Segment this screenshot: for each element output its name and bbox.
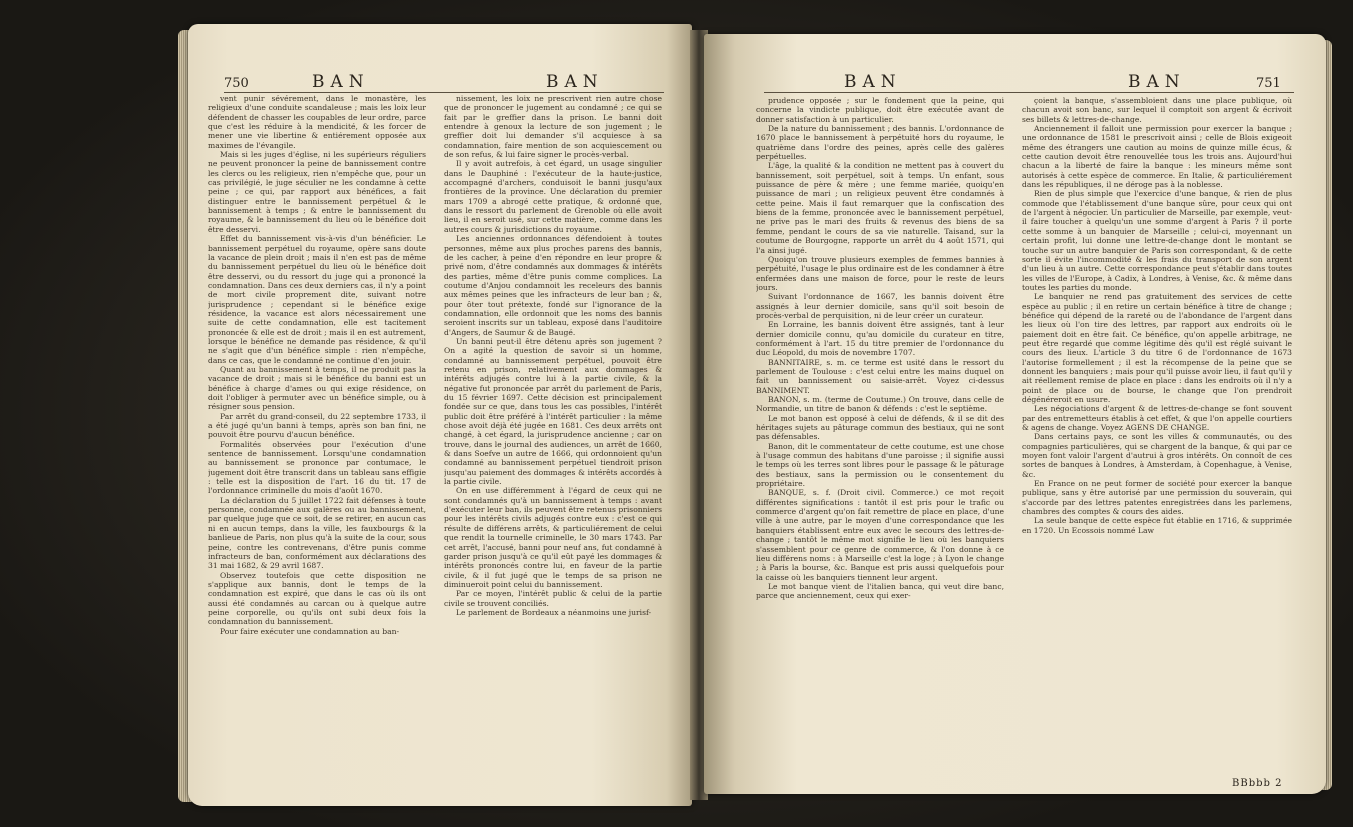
paragraph: nissement, les loix ne prescrivent rien autre chose que de prononcer le jugement au condamné ; ce qui se fait par le greffier dans la prison. Le banni doit entendre à genoux la lecture de son jugement ; le greffier doit lui demander s'il acquiesce à sa condamnation, faire mention de son acquiescement ou de son refus, & lui faire signer le procès-verbal.	[444, 94, 662, 160]
paragraph: Le parlement de Bordeaux a néanmoins une jurisf-	[456, 607, 652, 617]
paragraph: En France on ne peut former de société pour exercer la banque publique, sans y être autorisé par une permission du souverain, qui s'accorde par des lettres patentes enregistrées dans les parlemens, chambres des comptes & cours des aides.	[1022, 479, 1292, 517]
paragraph: Rien de plus simple que l'exercice d'une banque, & rien de plus commode que l'établissement d'une banque sûre, pour ceux qui ont de l'argent à négocier. Un particulier de Marseille, par exemple, veut-il faire toucher à quelqu'un une somme d'argent à Paris ? il porte cette somme à un banquier de Marseille ; celui-ci, moyennant un certain profit, lui donne une lettre-de-change dont le montant se touche sur un autre banquier de Paris son correspondant, & de cette sorte il évite l'incommodité & les frais du transport de son argent d'un lieu à un autre. Cette correspondance peut s'établir dans toutes les villes de l'Europe, à Cadix, à Londres, à Venise, &c. & même dans toutes les parties du monde.	[1022, 189, 1292, 292]
paragraph: Un banni peut-il être détenu après son jugement ? On a agité la question de savoir si un homme, condamné au bannissement perpétuel, pouvoit être retenu en prison, relativement aux dommages & intérêts adjugés contre lui à la partie civile, & la négative fut prononcée par arrêt du parlement de Paris, du 15 février 1697. Cette décision est principalement fondée sur ce que, dans tous les cas possibles, l'intérêt public doit être préféré à l'intérêt particulier : la même chose avoit déjà été jugée en 1681. Ces deux arrêts ont changé, à cet égard, la jurisprudence ancienne ; car on trouve, dans le journal des audiences, un arrêt de 1660, & dans Soefve un autre de 1666, qui ordonnoient qu'un condamné au bannissement perpétuel tiendroit prison jusqu'au paiement des dommages & intérêts accordés à la partie civile.	[444, 336, 662, 487]
left-page-number: 750	[224, 76, 249, 91]
left-page-column-2	[444, 94, 662, 794]
right-page-column-2	[1022, 96, 1292, 776]
paragraph: vent punir sévérement, dans le monastère, les religieux d'une conduite scandaleuse ; mais les loix leur défendent de chasser les coupables de leur ordre, parce que c'est les réduire à la mendicité, & les forcer de mener une vie libertine & entiérement opposée aux maximes de l'évangile.	[208, 94, 426, 150]
paragraph: Anciennement il falloit une permission pour exercer la banque ; une ordonnance de 1581 le prescrivoit ainsi ; celle de Blois exigeoit même des étrangers une caution au moins de quinze mille écus, & cette caution devoit être renouvellée tous les trois ans. Aujourd'hui chacun a la liberté de faire la banque : les mineurs même sont autorisés à cette espèce de commerce. En Italie, & particuliérement dans les républiques, il ne déroge pas à la noblesse.	[1022, 124, 1292, 190]
paragraph: çoient la banque, s'assembloient dans une place publique, où chacun avoit son banc, sur lequel il comptoit son argent & écrivoit ses billets & lettres-de-change.	[1022, 96, 1292, 124]
paragraph: BANNITAIRE, s. m. ce terme est usité dans le ressort du parlement de Toulouse : c'est celui entre les mains duquel on fait un bannissement ou saisie-arrêt. Voyez ci-dessus BANNIMENT.	[756, 357, 1004, 395]
paragraph: Les négociations d'argent & de lettres-de-change se font souvent par des entremetteurs établis à cet effet, & que l'on appelle courtiers & agens de change. Voyez AGENS DE CHANGE.	[1022, 404, 1292, 433]
paragraph: Banon, dit le commentateur de cette coutume, est une chose à l'usage commun des habitans d'une paroisse ; il signifie aussi le temps où les terres sont libres pour le passage & le pâturage des bestiaux, sans la permission ou le consentement du propriétaire.	[756, 441, 1004, 489]
right-page-number: 751	[1256, 76, 1281, 91]
right-page-header-right: BAN	[1128, 72, 1186, 92]
paragraph: Il y avoit autrefois, à cet égard, un usage singulier dans le Dauphiné : l'exécuteur de la haute-justice, accompagné d'archers, conduisoit le banni jusqu'aux frontières de la province. Une déclaration du premier mars 1709 a abrogé cette pratique, & ordonné que, dans le ressort du parlement de Grenoble où elle avoit lieu, il en seroit usé, sur cette matière, comme dans les autres cours & jurisdictions du royaume.	[444, 159, 662, 234]
paragraph: Formalités observées pour l'exécution d'une sentence de bannissement. Lorsqu'une condamnation au bannissement se prononce par contumace, le jugement doit être transcrit dans un tableau sans effigie : telle est la disposition de l'art. 16 du tit. 17 de l'ordonnance criminelle du mois d'août 1670.	[208, 439, 426, 496]
left-page-header-rule	[224, 92, 664, 93]
paragraph: On en use différemment à l'égard de ceux qui ne sont condamnés qu'à un bannissement à temps : avant d'exécuter leur ban, ils peuvent être retenus prisonniers pour les intérêts civils adjugés contre eux : c'est ce qui résulte de différens arrêts, & particuliérement de celui que rendit la tournelle criminelle, le 30 mars 1743. Par cet arrêt, l'accusé, banni pour neuf ans, fut condamné à garder prison jusqu'à ce qu'il eût payé les dommages & intérêts prononcés contre lui, en faveur de la partie civile, & il fut jugé que le temps de sa prison ne diminueroit point celui du bannissement.	[444, 486, 662, 589]
right-page-signature: BBbbb 2	[1232, 778, 1283, 789]
right-page-header-rule	[764, 92, 1294, 93]
paragraph: La seule banque de cette espèce fut établie en 1716, & supprimée en 1720. Un Ecossois nommé Law	[1022, 516, 1292, 535]
right-page	[704, 34, 1326, 794]
paragraph: Par arrêt du grand-conseil, du 22 septembre 1733, il a été jugé qu'un banni à temps, après son ban fini, ne pouvoit être pourvu d'aucun bénéfice.	[208, 411, 426, 440]
left-page-column-1	[208, 94, 426, 794]
paragraph: Observez toutefois que cette disposition ne s'applique aux bannis, dont le temps de la condamnation est expiré, que dans le cas où ils ont aussi été condamnés au carcan ou à quelque autre peine corporelle, ou qu'ils ont subi deux fois la condamnation du bannissement.	[208, 570, 426, 627]
right-page-column-1	[756, 96, 1004, 776]
paragraph: Le mot banon est opposé à celui de défends, & il se dit des héritages sujets au pâturage commun des bestiaux, qui ne sont pas défensables.	[756, 413, 1004, 442]
right-page-header-left: BAN	[844, 72, 902, 92]
paragraph: La déclaration du 5 juillet 1722 fait défenses à toute personne, condamnée aux galères ou au bannissement, par quelque juge que ce soit, de se retirer, en aucun cas ni en aucun temps, dans la ville, les fauxbourgs & la banlieue de Paris, non plus qu'à la suite de la cour, sous peine, contre les contrevenans, d'être punis comme infracteurs de ban, conformément aux déclarations des 31 mai 1682, & 29 avril 1687.	[208, 495, 426, 571]
left-page-header-left: BAN	[312, 72, 370, 92]
paragraph: En Lorraine, les bannis doivent être assignés, tant à leur dernier domicile connu, qu'au domicile du curateur en titre, conformément à l'art. 15 du titre premier de l'ordonnance du duc Léopold, du mois de novembre 1707.	[756, 320, 1004, 358]
paragraph: Quant au bannissement à temps, il ne produit pas la vacance de droit ; mais si le bénéfice du banni est un bénéfice à charge d'ames ou qui exige résidence, on doit l'obliger à permuter avec un bénéfice simple, ou à résigner sous pension.	[208, 364, 426, 412]
paragraph: Dans certains pays, ce sont les villes & communautés, ou des compagnies particulières, qui se chargent de la banque, & qui par ce moyen font valoir l'argent d'autrui à gros intérêts. On connoît de ces sortes de banques à Londres, à Amsterdam, à Copenhague, à Venise, &c.	[1022, 432, 1292, 479]
paragraph: Le banquier ne rend pas gratuitement des services de cette espèce au public ; il en retire un certain bénéfice à titre de change ; bénéfice qui dépend de la rareté ou de l'abondance de l'argent dans les lieux où l'on tire des lettres, par rapport aux endroits où le paiement doit en être fait. Ce bénéfice, qu'on appelle arbitrage, ne peut être regardé que comme légitime dès qu'il est réglé suivant le cours des lieux. L'article 3 du titre 6 de l'ordonnance de 1673 l'autorise formellement ; il est la récompense de la peine que se donnent les banquiers ; mais pour qu'il puisse avoir lieu, il faut qu'il y ait réellement remise de place en place : dans les endroits où il n'y a point de place ou de bourse, le change que l'on prendroit dégénéreroit en usure.	[1022, 292, 1292, 404]
paragraph: L'âge, la qualité & la condition ne mettent pas à couvert du bannissement, soit perpétuel, soit à temps. Un enfant, sous puissance de père & mère ; une femme mariée, quoiqu'en puissance de mari ; un religieux peuvent être condamnés à cette peine. Mais il faut remarquer que la confiscation des biens de la femme, prononcée avec le bannissement perpétuel, ne prive pas le mari des fruits & revenus des biens de sa femme, pendant le cours de sa vie naturelle. Taisand, sur la coutume de Bourgogne, rapporte un arrêt du 4 août 1571, qui l'a ainsi jugé.	[756, 161, 1004, 255]
paragraph: Mais si les juges d'église, ni les supérieurs réguliers ne peuvent prononcer la peine de bannissement contre les clercs ou les religieux, rien n'empêche que, pour un cas privilégié, le juge séculier ne les condamne à cette peine ; ce qui, par rapport aux bénéfices, a fait distinguer entre le bannissement perpétuel & le bannissement à temps ; & entre le bannissement du royaume, & le bannissement du lieu où le bénéfice doit être desservi.	[208, 150, 426, 234]
paragraph: Quoiqu'on trouve plusieurs exemples de femmes bannies à perpétuité, l'usage le plus ordinaire est de les condamner à être enfermées dans une maison de force, pour le reste de leurs jours.	[756, 254, 1004, 292]
left-page-header-right: BAN	[546, 72, 604, 92]
paragraph: prudence opposée ; sur le fondement que la peine, qui concerne la vindicte publique, doit être exécutée avant de donner satisfaction à un particulier.	[756, 96, 1004, 124]
paragraph: Par ce moyen, l'intérêt public & celui de la partie civile se trouvent conciliés.	[444, 589, 662, 608]
paragraph: Le mot banque vient de l'italien banca, qui veut dire banc, parce que anciennement, ceux qui exer-	[756, 581, 1004, 601]
paragraph: BANQUE, s. f. (Droit civil. Commerce.) ce mot reçoit différentes significations : tantôt il est pris pour le trafic ou commerce d'argent qu'on fait remettre de place en place, d'une ville à une autre, par le moyen d'une correspondance que les banquiers établissent entre eux avec le secours des lettres-de-change ; tantôt le même mot signifie le lieu où les banquiers s'assemblent pour ce genre de commerce, & l'on donne à ce lieu différens noms : à Marseille c'est la loge ; à Lyon le change ; à Paris la bourse, &c. Banque est pris aussi quelquefois pour la caisse où les banquiers tiennent leur argent.	[756, 488, 1004, 582]
paragraph: Pour faire exécuter une condamnation au ban-	[220, 626, 400, 636]
paragraph: Suivant l'ordonnance de 1667, les bannis doivent être assignés à leur dernier domicile, sans qu'il soit besoin de procès-verbal de perquisition, ni de leur créer un curateur.	[756, 292, 1004, 320]
left-page	[188, 24, 692, 806]
paragraph: Les anciennes ordonnances défendoient à toutes personnes, même aux plus proches parens des bannis, de les cacher, à peine d'en répondre en leur propre & privé nom, d'être condamnés aux dommages & intérêts des parties, même d'être punis comme complices. La coutume d'Anjou condamnoit les receleurs des bannis aux mêmes peines que les infracteurs de leur ban ; &, pour ôter tout prétexte, fondé sur l'ignorance de la condamnation, elle ordonnoit que les noms des bannis seroient inscrits sur un tableau, exposé dans l'auditoire d'Angers, de Saumur & de Baugé.	[444, 234, 662, 337]
paragraph: Effet du bannissement vis-à-vis d'un bénéficier. Le bannissement perpétuel du royaume, opère sans doute la vacance de plein droit ; mais il n'en est pas de même du bannissement perpétuel du lieu où le bénéfice doit être desservi, ou du ressort du juge qui a prononcé la condamnation. Dans ces deux derniers cas, il n'y a point de mort civile proprement dite, suivant notre jurisprudence ; cependant si le bénéfice exige résidence, la vacance est alors nécessairement une suite de cette condamnation, elle est tacitement prononcée & elle est de droit ; mais il en est autrement, lorsque le bénéfice ne demande pas résidence, & qu'il ne s'agit que d'un bénéfice simple : rien n'empêche, dans ce cas, que le condamné ne continue d'en jouir.	[208, 234, 426, 365]
paragraph: De la nature du bannissement ; des bannis. L'ordonnance de 1670 place le bannissement à perpétuité hors du royaume, le quatrième dans l'ordre des peines, après celle des galères perpétuelles.	[756, 124, 1004, 162]
paragraph: BANON, s. m. (terme de Coutume.) On trouve, dans celle de Normandie, un titre de banon & défends : c'est le septième.	[756, 395, 1004, 414]
